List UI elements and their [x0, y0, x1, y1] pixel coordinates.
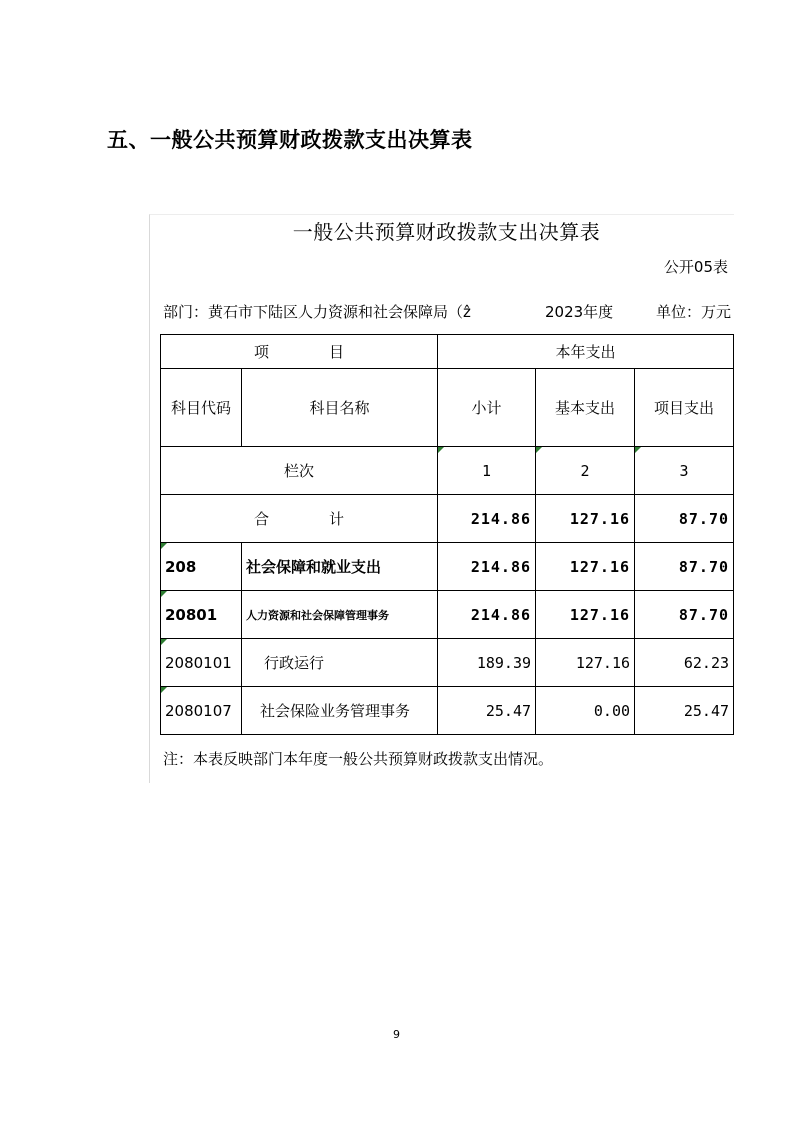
department-label: 部门：黄石市下陆区人力资源和社会保障局（ẑ [163, 303, 471, 321]
header-basic: 基本支出 [536, 369, 635, 447]
row-name: 社会保障和就业支出 [242, 543, 438, 591]
column-index-label: 栏次 [161, 447, 438, 495]
header-row-2 [161, 369, 734, 447]
row-subtotal: 214.86 [438, 543, 536, 591]
row-code: 2080107 [161, 687, 242, 735]
row-basic: 127.16 [536, 543, 635, 591]
section-heading: 五、一般公共预算财政拨款支出决算表 [107, 127, 473, 152]
budget-table [160, 334, 734, 735]
table-meta-row [163, 301, 731, 323]
header-current-year: 本年支出 [438, 335, 734, 369]
row-basic: 127.16 [536, 639, 635, 687]
header-subtotal: 小计 [438, 369, 536, 447]
row-name: 行政运行 [242, 639, 438, 687]
form-number: 公开05表 [663, 258, 728, 276]
row-code: 208 [161, 543, 242, 591]
table-row [161, 687, 734, 735]
table-row [161, 639, 734, 687]
table-row [161, 543, 734, 591]
row-subtotal: 214.86 [438, 591, 536, 639]
column-index-2: 2 [536, 447, 635, 495]
total-row [161, 495, 734, 543]
row-subtotal: 25.47 [438, 687, 536, 735]
total-project: 87.70 [635, 495, 734, 543]
page-number: 9 [393, 1028, 400, 1041]
row-project: 87.70 [635, 591, 734, 639]
column-index-1: 1 [438, 447, 536, 495]
row-project: 25.47 [635, 687, 734, 735]
total-basic: 127.16 [536, 495, 635, 543]
row-project: 87.70 [635, 543, 734, 591]
total-label: 合 计 [161, 495, 438, 543]
row-basic: 0.00 [536, 687, 635, 735]
header-name: 科目名称 [242, 369, 438, 447]
row-name: 人力资源和社会保障管理事务 [242, 591, 438, 639]
year-label: 2023年度 [545, 303, 614, 321]
row-code: 2080101 [161, 639, 242, 687]
header-project: 项目支出 [635, 369, 734, 447]
column-index-3: 3 [635, 447, 734, 495]
total-subtotal: 214.86 [438, 495, 536, 543]
header-row-1 [161, 335, 734, 369]
table-title: 一般公共预算财政拨款支出决算表 [292, 220, 601, 244]
table-note: 注：本表反映部门本年度一般公共预算财政拨款支出情况。 [163, 750, 554, 768]
table-row [161, 591, 734, 639]
header-code: 科目代码 [161, 369, 242, 447]
row-basic: 127.16 [536, 591, 635, 639]
row-project: 62.23 [635, 639, 734, 687]
unit-label: 单位：万元 [655, 303, 731, 321]
row-code: 20801 [161, 591, 242, 639]
row-subtotal: 189.39 [438, 639, 536, 687]
header-item: 项 目 [161, 335, 438, 369]
column-index-row [161, 447, 734, 495]
row-name: 社会保险业务管理事务 [242, 687, 438, 735]
